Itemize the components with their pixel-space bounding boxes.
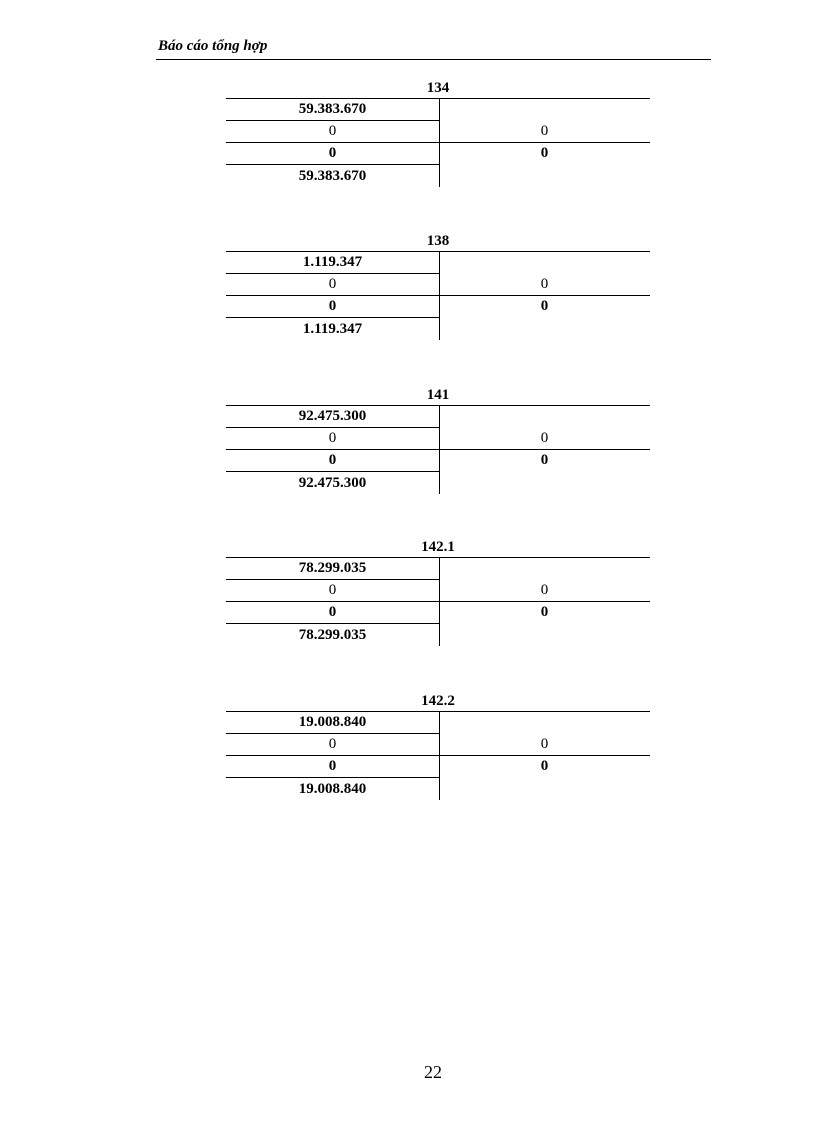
turnover-debit: 0 [328,582,337,598]
total-debit: 0 [328,452,337,468]
closing-debit: 92.475.300 [298,475,367,491]
opening-debit: 1.119.347 [302,254,363,270]
total-rule [226,317,439,318]
total-credit: 0 [540,452,549,468]
turnover-rule [226,295,650,296]
turnover-rule [226,601,650,602]
t-account-141 [226,386,650,496]
account-code: 142.2 [421,693,455,709]
opening-rule [226,120,439,121]
opening-rule [226,273,439,274]
opening-debit: 59.383.670 [298,101,367,117]
account-top-rule [226,251,650,252]
report-header-title: Báo cáo tổng hợp [158,38,268,54]
closing-debit: 19.008.840 [298,781,367,797]
total-credit: 0 [540,145,549,161]
turnover-debit: 0 [328,430,337,446]
account-code: 142.1 [421,539,455,555]
t-account-138 [226,232,650,342]
account-top-rule [226,711,650,712]
turnover-credit: 0 [540,736,549,752]
turnover-rule [226,755,650,756]
closing-debit: 59.383.670 [298,168,367,184]
total-rule [226,623,439,624]
opening-rule [226,427,439,428]
total-credit: 0 [540,604,549,620]
closing-debit: 78.299.035 [298,627,367,643]
account-code: 141 [426,387,450,403]
opening-debit: 78.299.035 [298,560,367,576]
header-rule [156,59,711,60]
turnover-credit: 0 [540,276,549,292]
t-account-142-1 [226,538,650,648]
total-debit: 0 [328,604,337,620]
account-code: 134 [426,80,450,96]
t-account-134 [226,79,650,189]
total-rule [226,471,439,472]
total-debit: 0 [328,298,337,314]
account-top-rule [226,405,650,406]
total-rule [226,164,439,165]
account-top-rule [226,98,650,99]
turnover-debit: 0 [328,276,337,292]
opening-rule [226,733,439,734]
account-code: 138 [426,233,450,249]
turnover-debit: 0 [328,736,337,752]
opening-rule [226,579,439,580]
turnover-debit: 0 [328,123,337,139]
page-number: 22 [424,1062,442,1082]
total-debit: 0 [328,758,337,774]
total-rule [226,777,439,778]
total-debit: 0 [328,145,337,161]
turnover-rule [226,449,650,450]
t-account-142-2 [226,692,650,802]
total-credit: 0 [540,298,549,314]
opening-debit: 19.008.840 [298,714,367,730]
total-credit: 0 [540,758,549,774]
turnover-rule [226,142,650,143]
turnover-credit: 0 [540,430,549,446]
closing-debit: 1.119.347 [302,321,363,337]
turnover-credit: 0 [540,123,549,139]
account-top-rule [226,557,650,558]
turnover-credit: 0 [540,582,549,598]
opening-debit: 92.475.300 [298,408,367,424]
